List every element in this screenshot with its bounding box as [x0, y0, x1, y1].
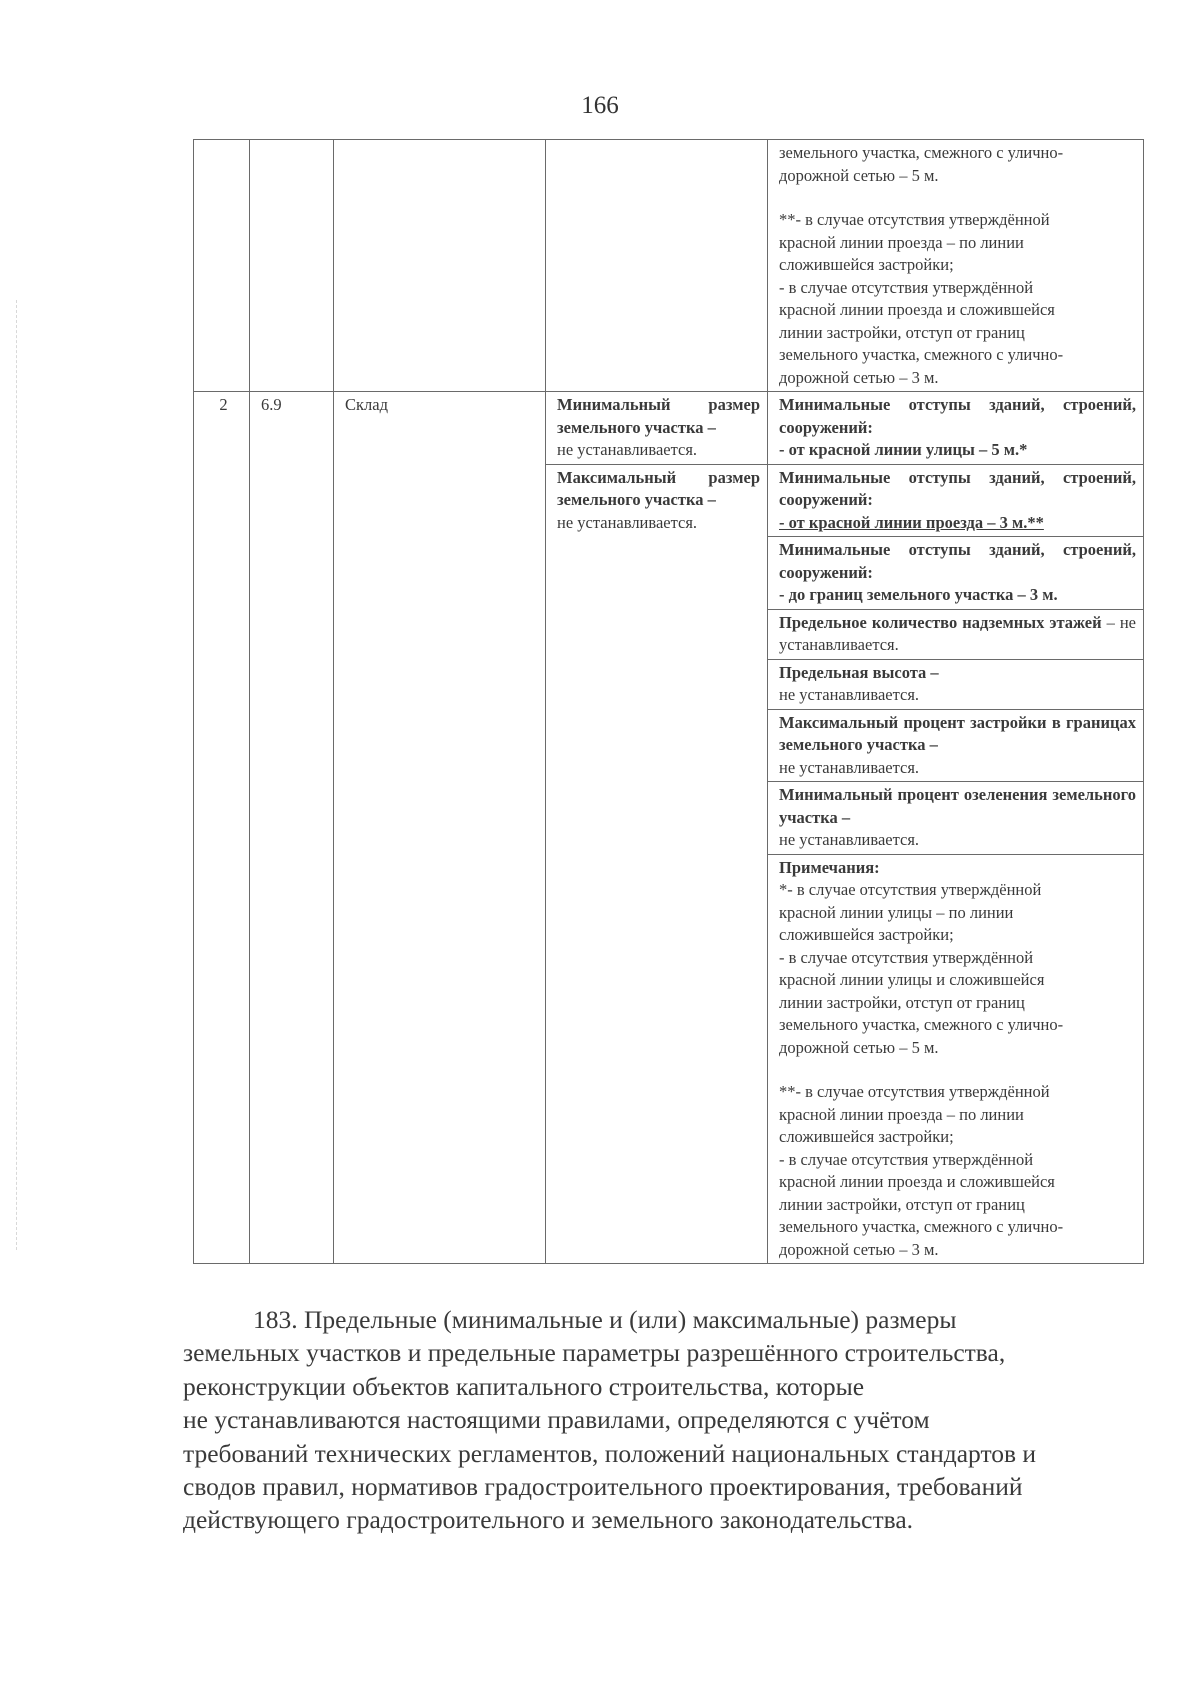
paragraph-line: сводов правил, нормативов градостроительного проектирования, требований — [183, 1472, 1023, 1502]
note-line: **- в случае отсутствия утверждённой — [779, 210, 1050, 229]
note-line: красной линии улицы и сложившейся — [779, 970, 1045, 989]
page-number: 166 — [581, 92, 619, 119]
greening-value: не устанавливается. — [779, 830, 920, 849]
cell-greening — [768, 782, 1144, 855]
note-line: сложившейся застройки; — [779, 1127, 954, 1146]
paragraph-line: действующего градостроительного и земельного законодательства. — [183, 1505, 914, 1535]
note-line: дорожной сетью – 3 м. — [779, 1239, 939, 1259]
setback-plot-title: Минимальные отступы зданий, строений, сооружений: — [779, 540, 1136, 582]
note-line: красной линии проезда и сложившейся — [779, 300, 1055, 319]
note-lines — [779, 142, 1136, 187]
note-line: земельного участка, смежного с улично- — [779, 1015, 1064, 1034]
cell-min-plot-size — [546, 392, 768, 465]
note-lines — [779, 209, 1136, 389]
note-line: сложившейся застройки; — [779, 255, 954, 274]
note-line: линии застройки, отступ от границ — [779, 992, 1025, 1012]
note-line: - в случае отсутствия утверждённой — [779, 1149, 1034, 1169]
note-line: красной линии проезда – по линии — [779, 232, 1024, 252]
cell-use-name: Склад — [334, 392, 546, 1264]
height-title: Предельная высота – — [779, 662, 939, 682]
cell-empty-name — [334, 140, 546, 392]
cell-floors — [768, 609, 1144, 659]
note-line: дорожной сетью – 5 м. — [779, 165, 939, 185]
note-line: - в случае отсутствия утверждённой — [779, 277, 1034, 297]
paragraph-line: 183. Предельные (минимальные и (или) максимальные) размеры — [253, 1305, 957, 1334]
cell-max-plot-size — [546, 464, 768, 1264]
note-line: красной линии проезда – по линии — [779, 1104, 1024, 1124]
note-line: линии застройки, отступ от границ — [779, 322, 1025, 342]
cell-notes — [768, 854, 1144, 1264]
setback-street-title: Минимальные отступы зданий, строений, сооружений: — [779, 395, 1136, 437]
floors-value: – не устанавливается. — [779, 612, 1136, 654]
max-plot-size-value: не устанавливается. — [557, 512, 698, 532]
floors-title: Предельное количество надземных этажей — [779, 612, 1102, 632]
height-value: не устанавливается. — [779, 685, 920, 704]
note-lines — [779, 1081, 1136, 1261]
cell-setback-passage — [768, 464, 1144, 537]
coverage-value: не устанавливается. — [779, 757, 920, 777]
note-line: линии застройки, отступ от границ — [779, 1194, 1025, 1214]
note-line: сложившейся застройки; — [779, 925, 954, 944]
cell-empty-number — [194, 140, 250, 392]
setback-plot-value: - до границ земельного участка – 3 м. — [779, 585, 1058, 604]
notes-title: Примечания: — [779, 857, 880, 877]
cell-empty-code — [250, 140, 334, 392]
table-row-continuation — [194, 140, 1144, 392]
note-line: дорожной сетью – 3 м. — [779, 367, 939, 387]
paragraph-line: требований технических регламентов, положений национальных стандартов и — [183, 1438, 1037, 1468]
greening-title: Минимальный процент озеленения земельного участка – — [779, 785, 1136, 827]
paragraph-line: реконструкции объектов капитального строительства, которые — [183, 1371, 865, 1401]
cell-coverage — [768, 709, 1144, 782]
note-line: *- в случае отсутствия утверждённой — [779, 880, 1042, 899]
cell-use-code: 6.9 — [250, 392, 334, 1264]
table-row-warehouse — [194, 392, 1144, 465]
note-line: - в случае отсутствия утверждённой — [779, 947, 1034, 967]
paragraph-line: земельных участков и предельные параметры разрешённого строительства, — [183, 1338, 1006, 1368]
max-plot-size-title: Максимальный размер земельного участка – — [557, 467, 760, 509]
cell-row-number: 2 — [194, 392, 250, 1264]
scan-margin-mark — [16, 300, 17, 1250]
setback-passage-title: Минимальные отступы зданий, строений, сооружений: — [779, 467, 1136, 509]
cell-empty-size — [546, 140, 768, 392]
note-line: земельного участка, смежного с улично- — [779, 143, 1064, 162]
min-plot-size-title: Минимальный размер земельного участка – — [557, 395, 760, 437]
setback-passage-value: - от красной линии проезда – 3 м.** — [779, 512, 1044, 532]
regulations-table — [193, 139, 1144, 1264]
note-line: **- в случае отсутствия утверждённой — [779, 1082, 1050, 1101]
paragraph-183 — [183, 1303, 1128, 1537]
cell-setback-street — [768, 392, 1144, 465]
min-plot-size-value: не устанавливается. — [557, 440, 698, 459]
cell-height — [768, 659, 1144, 709]
setback-street-value: - от красной линии улицы – 5 м.* — [779, 440, 1028, 459]
note-line: красной линии проезда и сложившейся — [779, 1172, 1055, 1191]
cell-setback-plot — [768, 537, 1144, 610]
cell-continuation-notes — [768, 140, 1144, 392]
note-line: земельного участка, смежного с улично- — [779, 1217, 1064, 1236]
note-line: дорожной сетью – 5 м. — [779, 1037, 939, 1057]
note-line: красной линии улицы – по линии — [779, 902, 1014, 922]
coverage-title: Максимальный процент застройки в границах земельного участка – — [779, 712, 1136, 754]
note-line: земельного участка, смежного с улично- — [779, 345, 1064, 364]
paragraph-line: не устанавливаются настоящими правилами, определяются с учётом — [183, 1405, 930, 1435]
note-lines — [779, 879, 1136, 1059]
